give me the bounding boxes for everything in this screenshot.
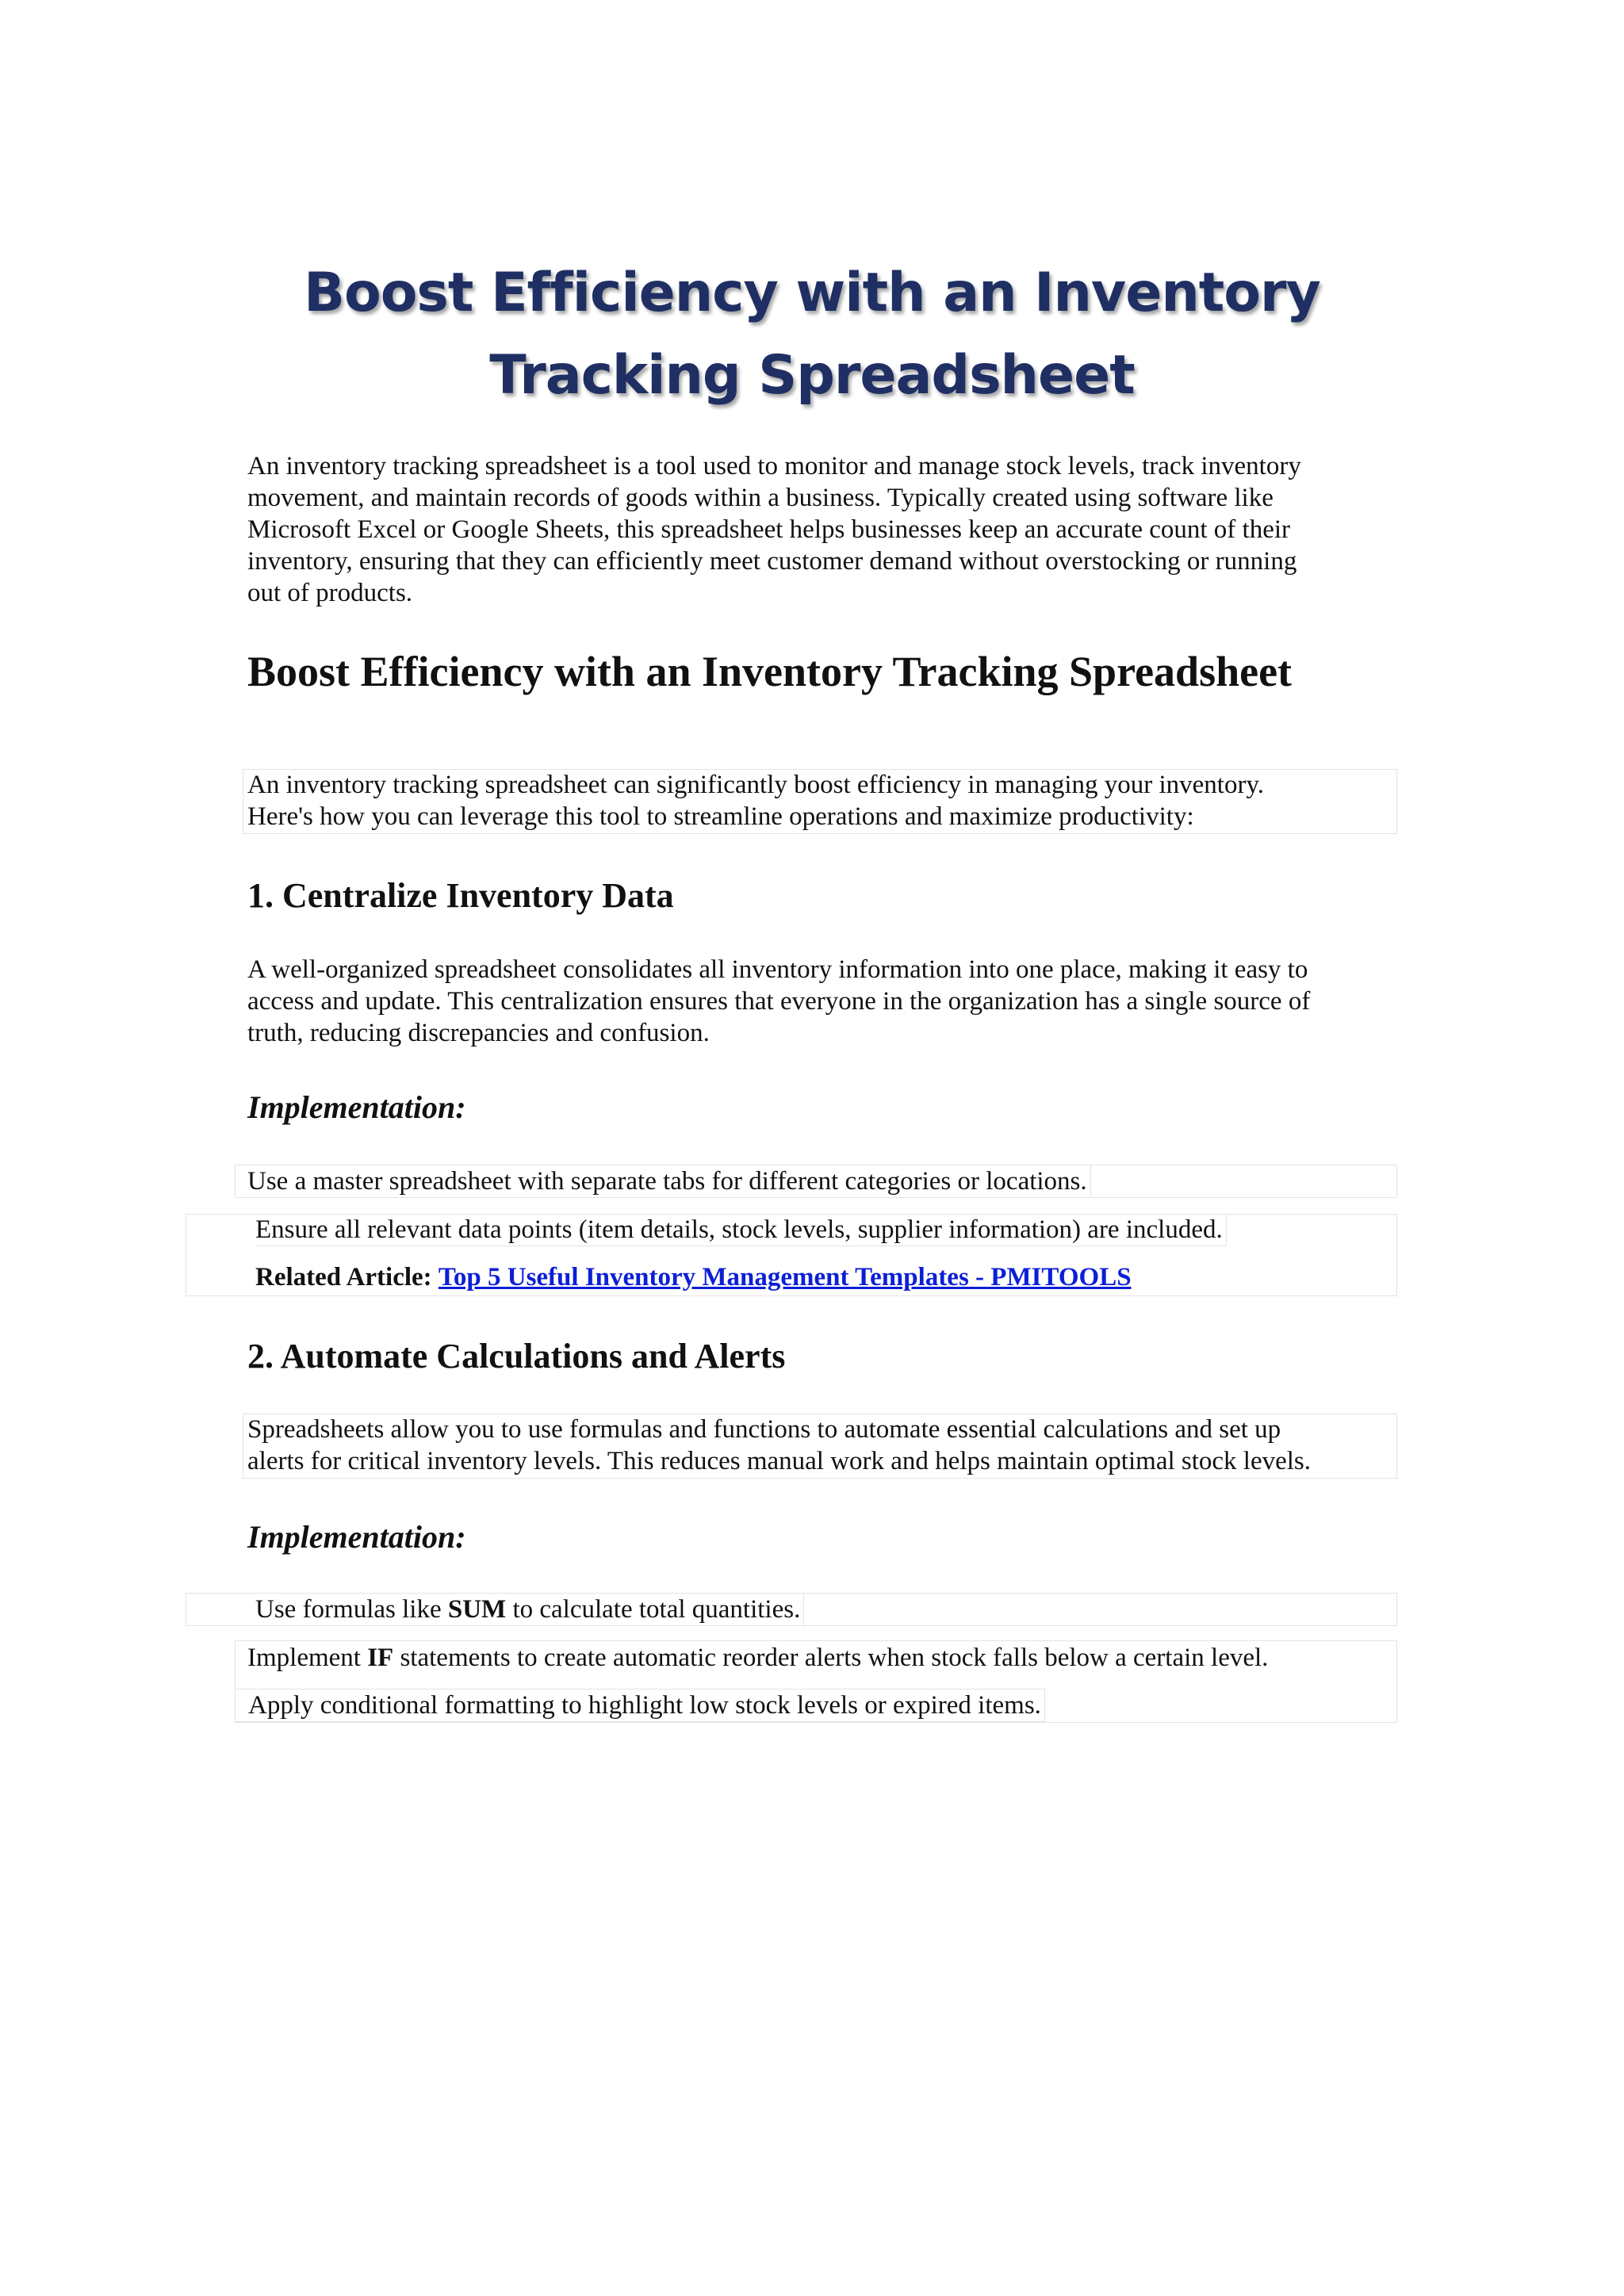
lead-line: An inventory tracking spreadsheet can significantly boost efficiency in managing your inventory.	[247, 771, 1265, 799]
lead-line: Here's how you can leverage this tool to streamline operations and maximize productivity:	[247, 802, 1194, 831]
item-keyword: SUM	[447, 1595, 507, 1624]
intro-paragraph	[247, 450, 1437, 609]
section2-paragraph	[247, 1414, 1437, 1477]
intro-line: inventory, ensuring that they can efficiently meet customer demand without overstocking or running	[247, 547, 1297, 576]
page-title	[0, 252, 1624, 417]
item-keyword: IF	[367, 1644, 394, 1672]
section1-item-1	[247, 1165, 1091, 1198]
lead-paragraph	[247, 769, 1397, 832]
section-heading: Boost Efficiency with an Inventory Tracking Spreadsheet	[247, 648, 1293, 695]
item-text: to calculate total quantities.	[506, 1595, 801, 1624]
section2-line: Spreadsheets allow you to use formulas and functions to automate essential calculations and set up	[247, 1415, 1281, 1444]
section2-item-3-text: Apply conditional formatting to highlight low stock levels or expired items.	[235, 1689, 1045, 1722]
section1-heading: 1. Centralize Inventory Data	[247, 876, 674, 915]
page-title-line-2: Tracking Spreadsheet	[489, 344, 1135, 407]
item-text: Use formulas like	[255, 1595, 448, 1624]
section2-heading: 2. Automate Calculations and Alerts	[247, 1337, 786, 1376]
section2-item-1-text	[255, 1594, 804, 1626]
section1-implementation-heading: Implementation:	[247, 1089, 466, 1125]
related-article-label: Related Article:	[255, 1263, 432, 1292]
intro-line: An inventory tracking spreadsheet is a tool used to monitor and manage stock levels, track inventory	[247, 452, 1301, 480]
section2-item-2	[247, 1642, 1268, 1674]
page-title-line-1: Boost Efficiency with an Inventory	[304, 262, 1320, 324]
related-article	[255, 1261, 1132, 1293]
section1-line: truth, reducing discrepancies and confusion.	[247, 1019, 710, 1047]
intro-line: movement, and maintain records of goods within a business. Typically created using software like	[247, 484, 1274, 512]
item-text: statements to create automatic reorder alerts when stock falls below a certain level.	[393, 1644, 1269, 1672]
related-article-link[interactable]: Top 5 Useful Inventory Management Templates - PMITOOLS	[438, 1263, 1132, 1292]
section1-item-2-text: Ensure all relevant data points (item details, stock levels, supplier information) are included.	[255, 1214, 1227, 1246]
intro-line: Microsoft Excel or Google Sheets, this spreadsheet helps businesses keep an accurate count of their	[247, 515, 1291, 544]
item-text: Implement	[247, 1644, 368, 1672]
section1-line: access and update. This centralization ensures that everyone in the organization has a single source of	[247, 987, 1311, 1016]
section1-item-1-text: Use a master spreadsheet with separate tabs for different categories or locations.	[247, 1165, 1091, 1198]
section1-paragraph	[247, 954, 1437, 1049]
section2-implementation-heading: Implementation:	[247, 1519, 466, 1555]
section2-item-1	[255, 1594, 804, 1626]
section1-item-2	[255, 1214, 1227, 1246]
intro-line: out of products.	[247, 579, 413, 607]
section2-item-3	[235, 1689, 1045, 1722]
section1-line: A well-organized spreadsheet consolidates all inventory information into one place, making it easy to	[247, 955, 1308, 984]
section2-line: alerts for critical inventory levels. This reduces manual work and helps maintain optimal stock levels.	[247, 1447, 1312, 1475]
